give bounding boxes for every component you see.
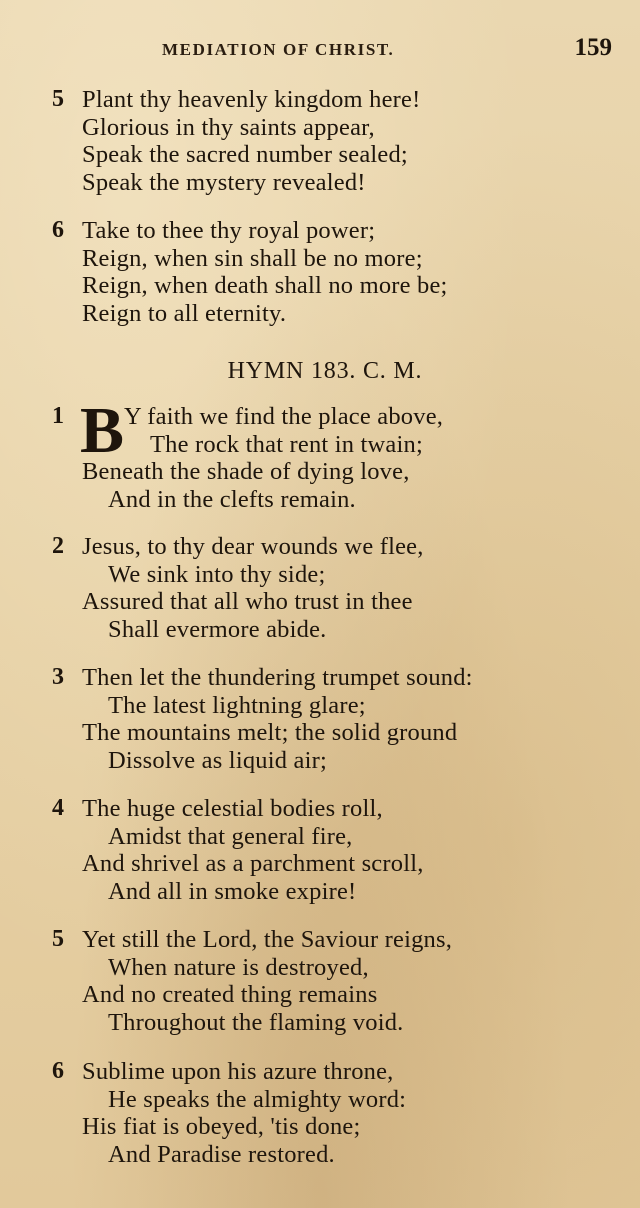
line-text: Beneath the shade of dying love,: [82, 458, 410, 485]
stanza-line: [0, 169, 640, 197]
stanza-number: 1: [52, 403, 65, 429]
stanza-line: [0, 850, 640, 878]
stanza-line: [0, 692, 640, 720]
line-text: We sink into thy side;: [108, 560, 326, 588]
line-text: Jesus, to thy dear wounds we flee,: [82, 533, 424, 560]
line-text: The latest lightning glare;: [108, 691, 366, 719]
hymn-stanza-6: [0, 1058, 640, 1168]
line-text: And all in smoke expire!: [108, 877, 357, 905]
line-text: The mountains melt; the solid ground: [82, 719, 458, 746]
stanza-line: [0, 245, 640, 273]
stanza-line: [0, 747, 640, 775]
stanza-line: [0, 1086, 640, 1114]
line-text: Dissolve as liquid air;: [108, 746, 327, 774]
stanza-line: [0, 217, 640, 245]
hymn-stanza-4: [0, 795, 640, 905]
page-number: 159: [574, 34, 612, 61]
hymn-stanza-2: [0, 533, 640, 643]
line-text: And shrivel as a parchment scroll,: [82, 850, 424, 877]
line-text: The huge celestial bodies roll,: [82, 795, 383, 822]
stanza-line: [0, 86, 640, 114]
stanza-line: [0, 431, 640, 459]
line-text: Reign, when sin shall be no more;: [82, 244, 423, 272]
stanza-line: [0, 272, 640, 300]
line-text: Speak the mystery revealed!: [82, 168, 366, 196]
stanza-line: [0, 664, 640, 692]
stanza-number: 3: [52, 664, 65, 690]
stanza-line: [0, 300, 640, 328]
stanza-number: 2: [52, 533, 65, 559]
stanza-line: [0, 141, 640, 169]
line-text: He speaks the almighty word:: [108, 1085, 407, 1113]
stanza-number: 5: [52, 86, 65, 112]
stanza-line: [0, 926, 640, 954]
line-text: Then let the thundering trumpet sound:: [82, 664, 473, 691]
line-text: Plant thy heavenly kingdom here!: [82, 86, 421, 113]
stanza-line: [0, 458, 640, 486]
stanza-number: 6: [52, 1058, 65, 1084]
hymn-stanza-1: [0, 403, 640, 513]
stanza-line: [0, 1141, 640, 1169]
line-text: Sublime upon his azure throne,: [82, 1058, 394, 1085]
stanza-line: [0, 1009, 640, 1037]
stanza-line: [0, 1058, 640, 1086]
stanza-line: [0, 403, 640, 431]
prev-stanza-6: [0, 217, 640, 327]
line-text: And in the clefts remain.: [108, 485, 356, 513]
drop-cap: B: [80, 394, 125, 467]
line-text: Amidst that general fire,: [108, 822, 353, 850]
line-text: And Paradise restored.: [108, 1140, 335, 1168]
stanza-number: 6: [52, 217, 65, 243]
stanza-line: [0, 795, 640, 823]
stanza-line: [0, 588, 640, 616]
line-text: Reign to all eternity.: [82, 299, 287, 327]
line-text: His fiat is obeyed, 'tis done;: [82, 1113, 361, 1140]
line-text: When nature is destroyed,: [108, 953, 369, 981]
line-text: Take to thee thy royal power;: [82, 217, 376, 244]
line-text: Reign, when death shall no more be;: [82, 272, 448, 299]
stanza-line: [0, 486, 640, 514]
prev-stanza-5: [0, 86, 640, 196]
hymn-stanza-3: [0, 664, 640, 774]
stanza-line: [0, 616, 640, 644]
line-text: Assured that all who trust in thee: [82, 588, 413, 615]
stanza-number: 5: [52, 926, 65, 952]
stanza-line: [0, 954, 640, 982]
stanza-line: [0, 878, 640, 906]
stanza-line: [0, 114, 640, 142]
hymn-title: HYMN 183. C. M.: [227, 358, 423, 384]
stanza-line: [0, 981, 640, 1009]
stanza-number: 4: [52, 795, 65, 821]
running-title: MEDIATION OF CHRIST.: [162, 40, 395, 59]
line-text: Speak the sacred number sealed;: [82, 141, 408, 168]
stanza-line: [0, 1113, 640, 1141]
stanza-line: [0, 561, 640, 589]
hymn-stanza-5: [0, 926, 640, 1036]
line-text: And no created thing remains: [82, 981, 378, 1008]
line-text: Shall evermore abide.: [108, 615, 327, 643]
line-text: Y faith we find the place above,: [124, 403, 444, 430]
stanza-line: [0, 533, 640, 561]
line-text: The rock that rent in twain;: [150, 430, 423, 458]
line-text: Throughout the flaming void.: [108, 1008, 404, 1036]
stanza-line: [0, 719, 640, 747]
line-text: Glorious in thy saints appear,: [82, 113, 375, 141]
line-text: Yet still the Lord, the Saviour reigns,: [82, 926, 453, 953]
stanza-line: [0, 823, 640, 851]
